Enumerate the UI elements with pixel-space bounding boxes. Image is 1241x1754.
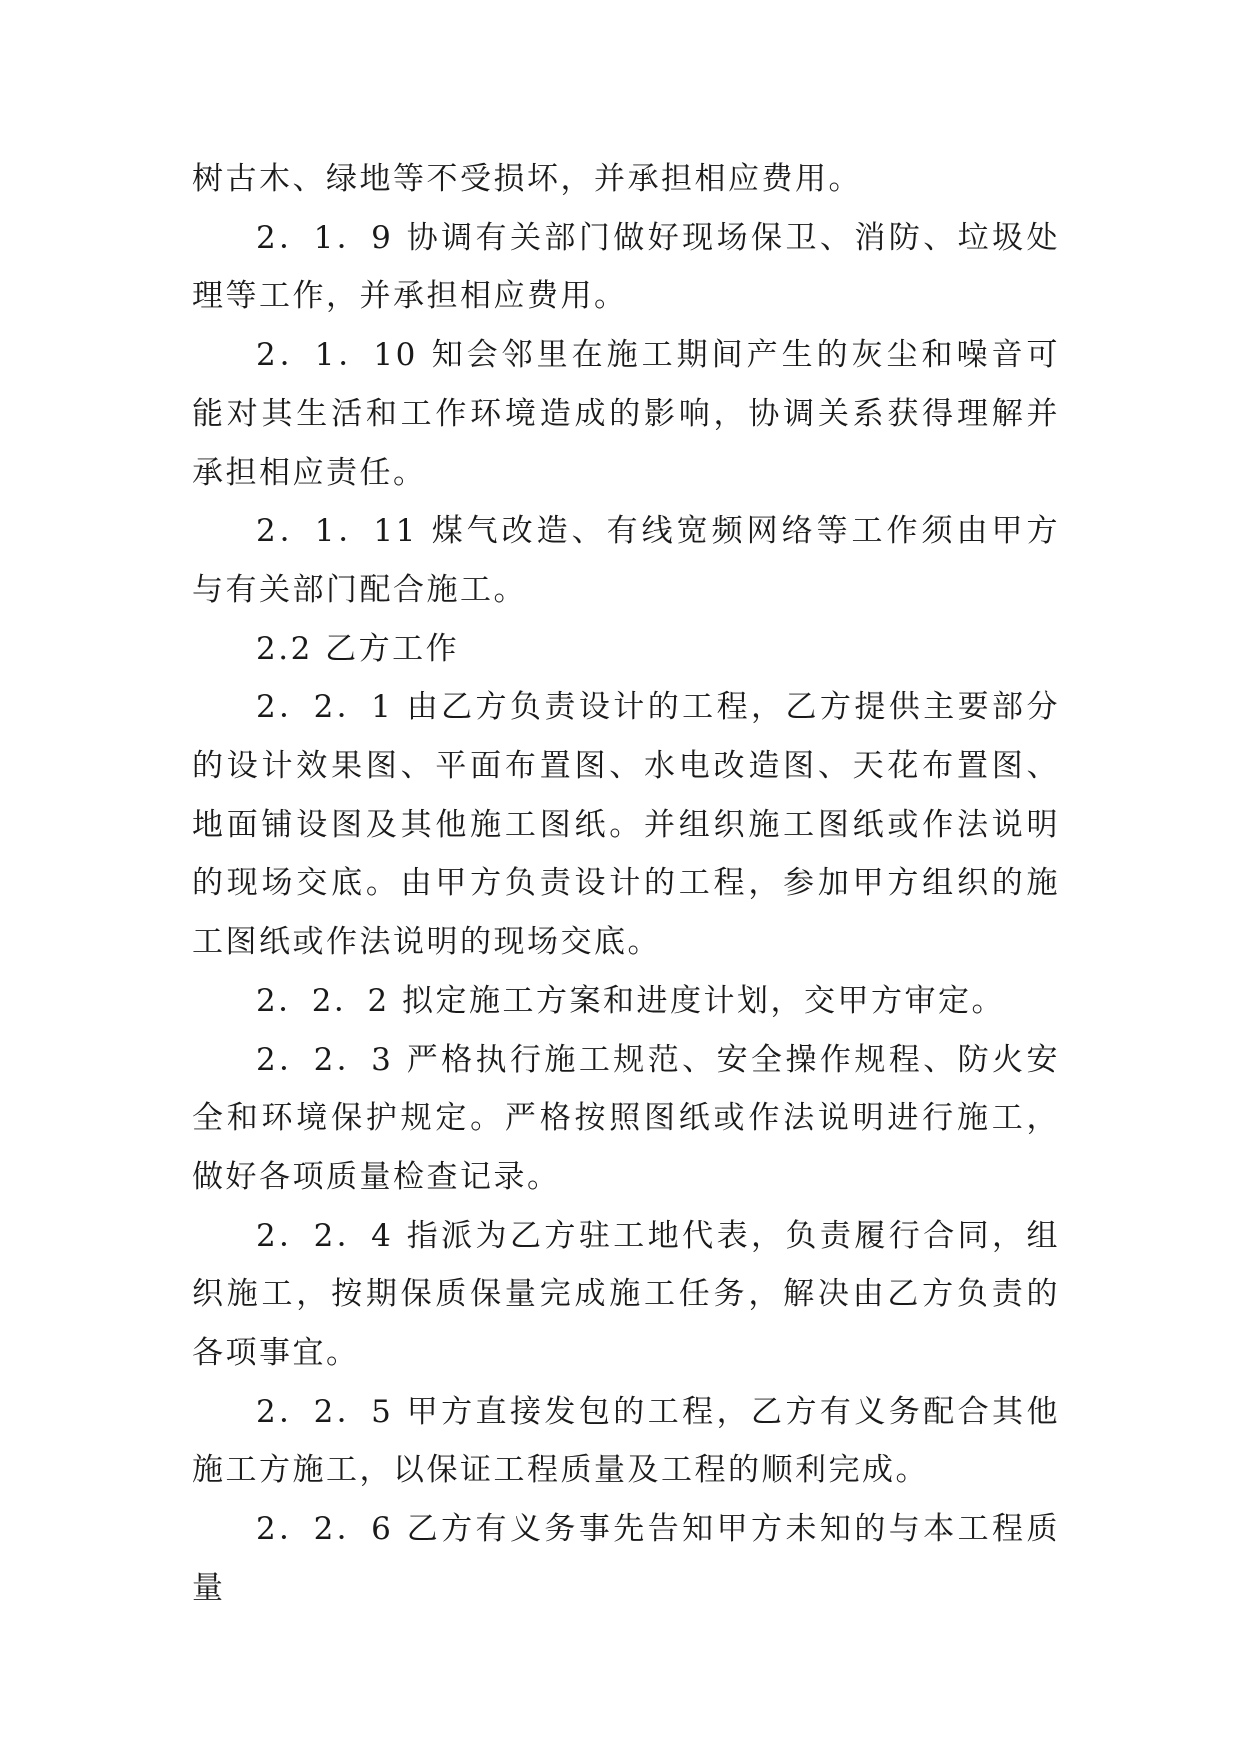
clause-2-2-4: 2．2．4 指派为乙方驻工地代表，负责履行合同，组织施工，按期保质保量完成施工任务，解决由乙方负责的各项事宜。 bbox=[192, 1217, 1060, 1372]
clause-2-2-3: 2．2．3 严格执行施工规范、安全操作规程、防火安全和环境保护规定。严格按照图纸或作法说明进行施工，做好各项质量检查记录。 bbox=[192, 1041, 1060, 1195]
clause-2-1-10: 2．1．10 知会邻里在施工期间产生的灰尘和噪音可能对其生活和工作环境造成的影响，协调关系获得理解并承担相应责任。 bbox=[192, 337, 1060, 491]
paragraph-continuation: 树古木、绿地等不受损坏，并承担相应费用。 bbox=[192, 161, 862, 197]
clause-2-1-9: 2．1．9 协调有关部门做好现场保卫、消防、垃圾处理等工作，并承担相应费用。 bbox=[192, 219, 1060, 315]
document-body bbox=[192, 150, 1060, 1618]
clause-2-2-2: 2．2．2 拟定施工方案和进度计划，交甲方审定。 bbox=[256, 982, 1006, 1019]
clause-2-2-6: 2．2．6 乙方有义务事先告知甲方未知的与本工程质量 bbox=[192, 1511, 1060, 1606]
section-heading-2-2: 2.2 乙方工作 bbox=[256, 630, 460, 667]
clause-2-2-5: 2．2．5 甲方直接发包的工程，乙方有义务配合其他施工方施工，以保证工程质量及工程的顺利完成。 bbox=[192, 1393, 1060, 1489]
clause-2-2-1: 2．2．1 由乙方负责设计的工程，乙方提供主要部分的设计效果图、平面布置图、水电改造图、天花布置图、地面铺设图及其他施工图纸。并组织施工图纸或作法说明的现场交底。由甲方负责设计的工程，参加甲方组织的施工图纸或作法说明的现场交底。 bbox=[192, 689, 1060, 961]
clause-2-1-11: 2．1．11 煤气改造、有线宽频网络等工作须由甲方与有关部门配合施工。 bbox=[192, 513, 1060, 608]
